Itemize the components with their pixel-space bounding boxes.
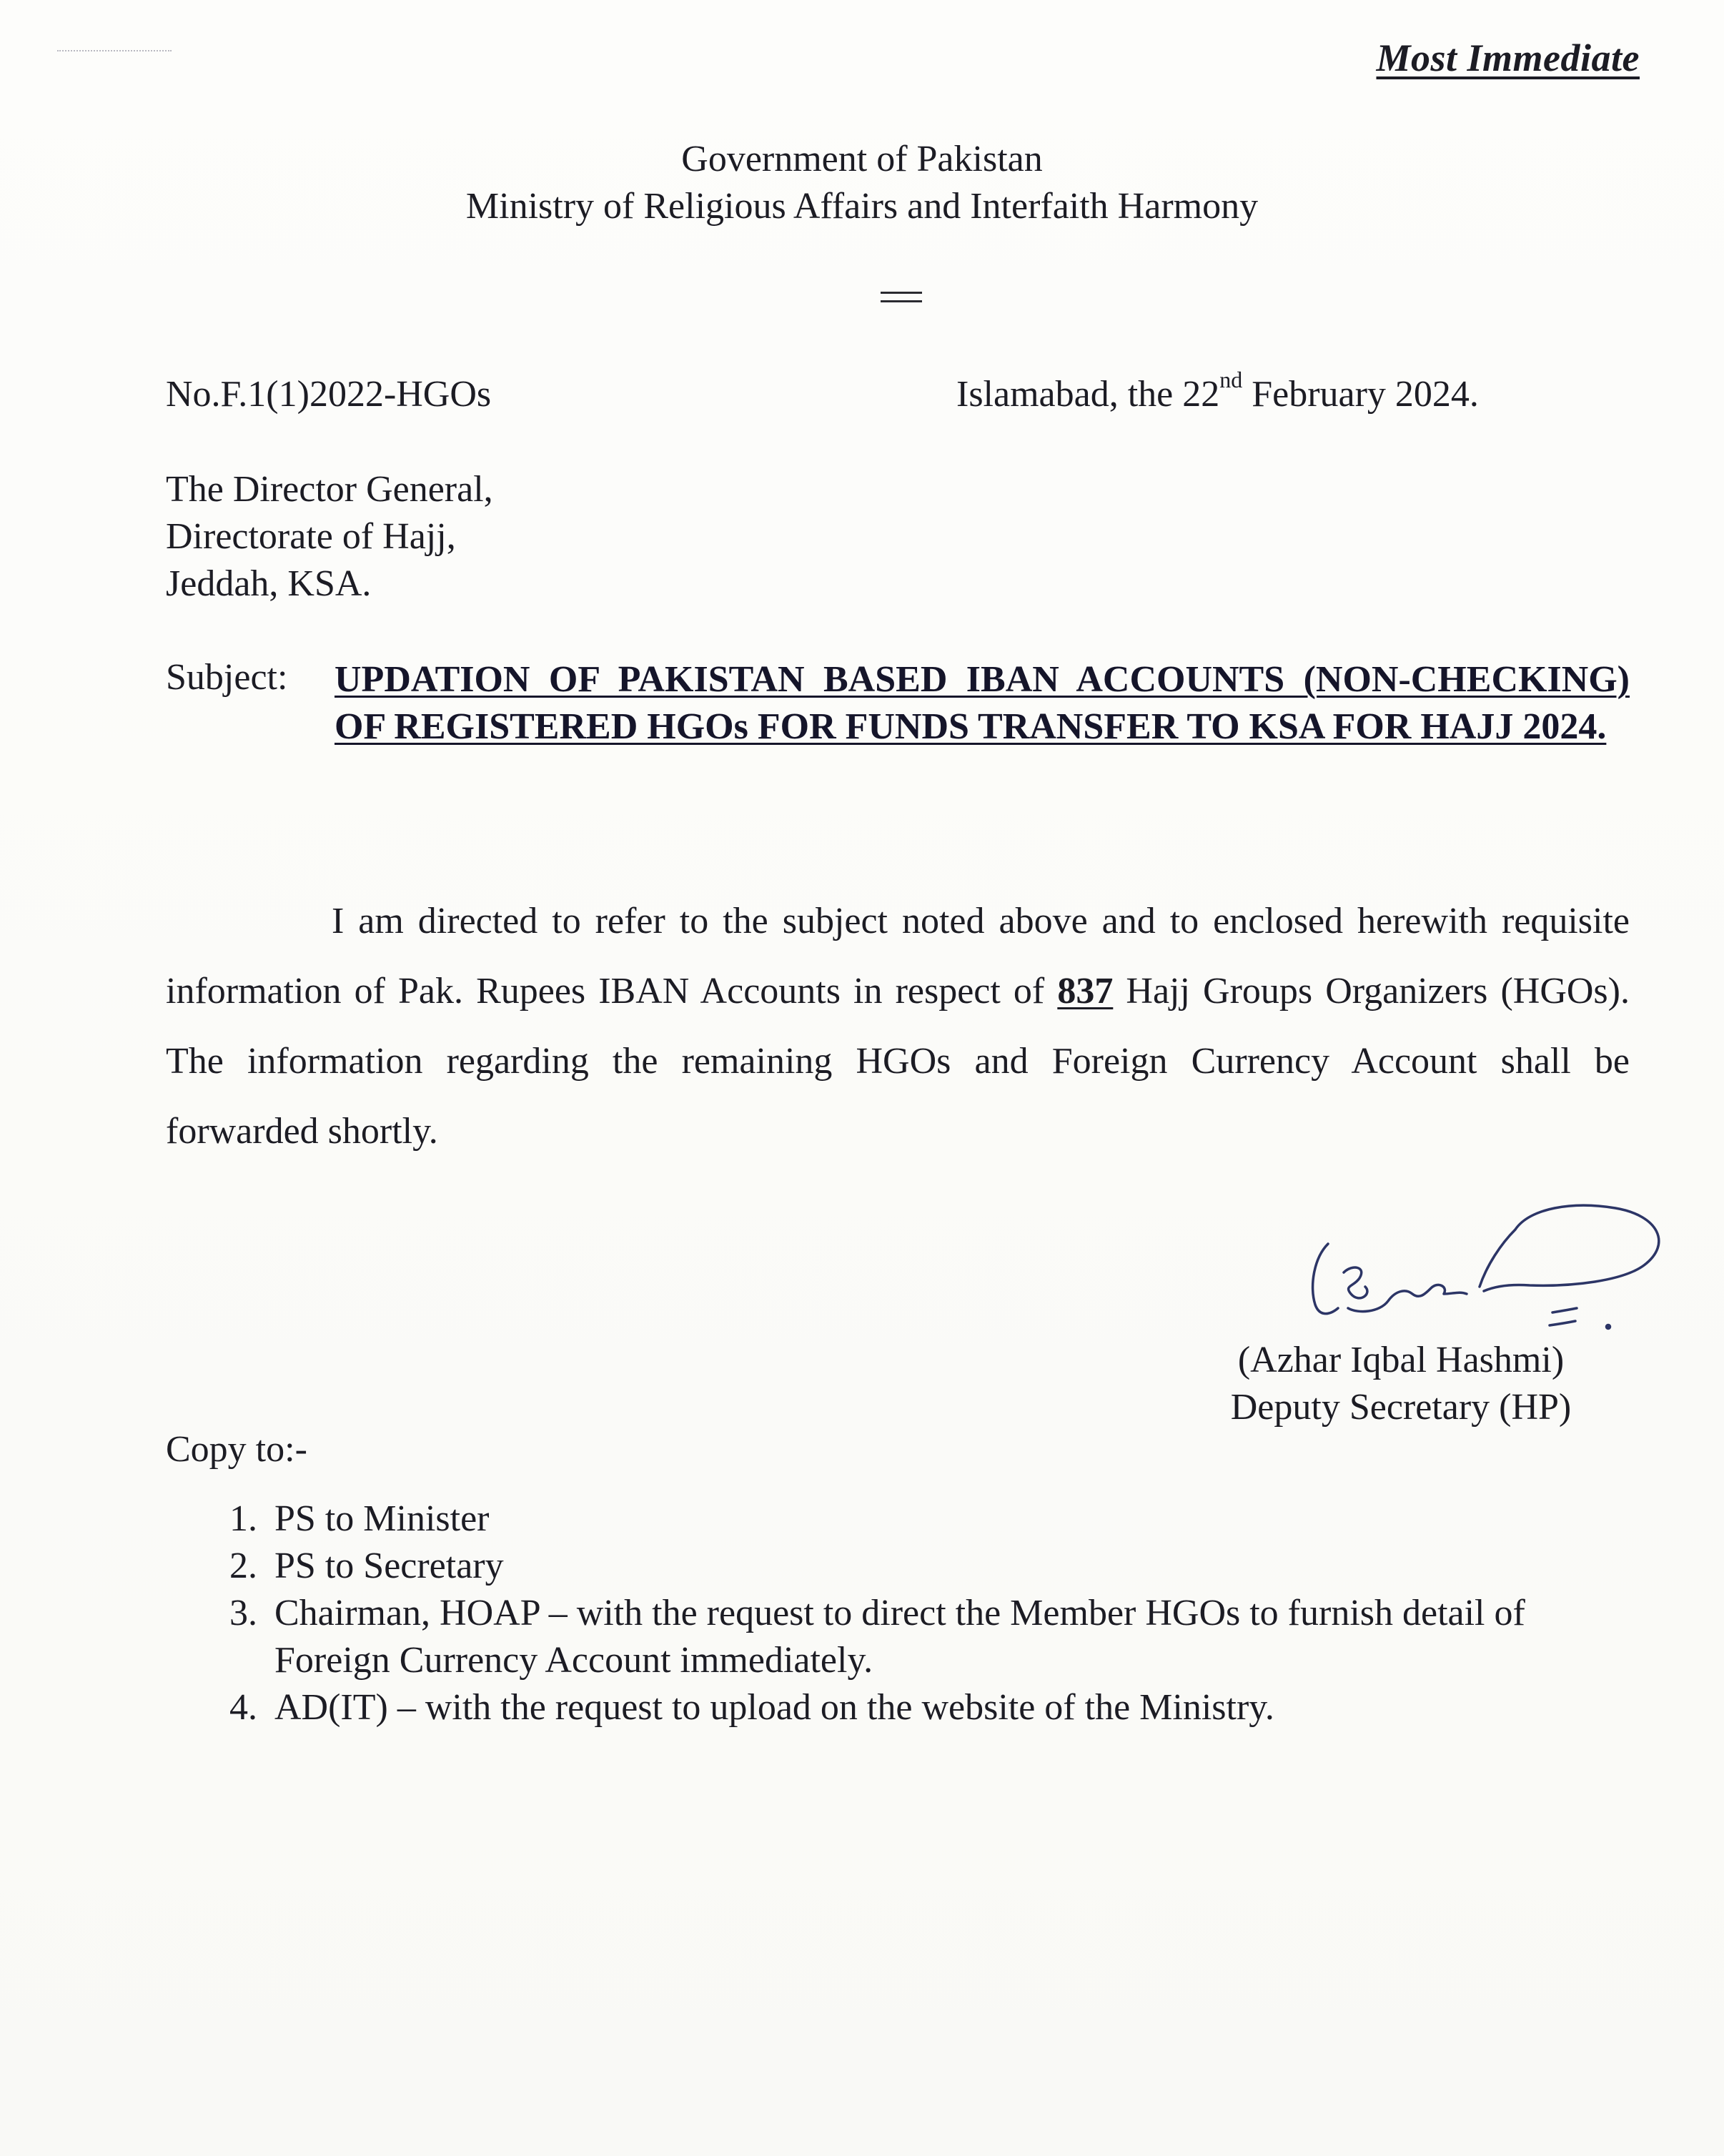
date-rest: February 2024. bbox=[1242, 374, 1479, 415]
heading-divider bbox=[881, 292, 922, 309]
date-prefix: Islamabad, the 22 bbox=[956, 374, 1220, 415]
ministry-heading: Ministry of Religious Affairs and Interfaith Harmony bbox=[465, 186, 1259, 227]
letter-date bbox=[956, 367, 1479, 415]
list-text: AD(IT) – with the request to upload on the website of the Ministry. bbox=[274, 1687, 1274, 1728]
priority-marking: Most Immediate bbox=[1376, 36, 1640, 79]
list-item bbox=[214, 1543, 1630, 1590]
reference-number: No.F.1(1)2022-HGOs bbox=[166, 374, 492, 415]
handwritten-signature bbox=[1272, 1187, 1673, 1358]
list-number: 1. bbox=[229, 1498, 257, 1539]
list-text: Chairman, HOAP – with the request to direct the Member HGOs to furnish detail of Foreign Currency Account immediately. bbox=[274, 1593, 1525, 1681]
list-item bbox=[214, 1590, 1630, 1684]
copy-to-label: Copy to:- bbox=[166, 1429, 307, 1470]
list-number: 4. bbox=[229, 1687, 257, 1728]
list-text: PS to Minister bbox=[274, 1498, 490, 1539]
body-paragraph bbox=[166, 886, 1630, 1167]
hgo-count: 837 bbox=[1057, 971, 1114, 1012]
addressee-line: Jeddah, KSA. bbox=[166, 563, 372, 604]
addressee-line: The Director General, bbox=[166, 469, 493, 510]
government-heading: Government of Pakistan bbox=[681, 139, 1043, 179]
body-text: I am directed to refer to the subject noted above and to enclosed herewith requisite information of Pak. Rupees IBAN Accounts in respect of bbox=[166, 901, 1630, 1012]
body-text: Hajj Groups Organizers (HGOs). The information regarding the remaining HGOs and Foreign Currency Account shall be forwarded shortly. bbox=[166, 971, 1630, 1152]
date-ordinal: nd bbox=[1219, 367, 1243, 392]
signatory-designation: Deputy Secretary (HP) bbox=[1230, 1387, 1572, 1428]
list-item bbox=[214, 1684, 1630, 1731]
addressee-block bbox=[166, 466, 493, 608]
list-number: 2. bbox=[229, 1546, 257, 1586]
subject-text: UPDATION OF PAKISTAN BASED IBAN ACCOUNTS (NON-CHECKING) OF REGISTERED HGOs FOR FUNDS TRANSFER TO KSA FOR HAJJ 2024. bbox=[335, 659, 1630, 747]
signatory-name: (Azhar Iqbal Hashmi) bbox=[1237, 1340, 1565, 1380]
copy-to-list bbox=[214, 1495, 1630, 1731]
list-item bbox=[214, 1495, 1630, 1543]
list-text: PS to Secretary bbox=[274, 1546, 504, 1586]
list-number: 3. bbox=[229, 1593, 257, 1633]
subject-label: Subject: bbox=[166, 657, 288, 698]
scan-artifact bbox=[57, 50, 172, 56]
addressee-line: Directorate of Hajj, bbox=[166, 516, 456, 557]
